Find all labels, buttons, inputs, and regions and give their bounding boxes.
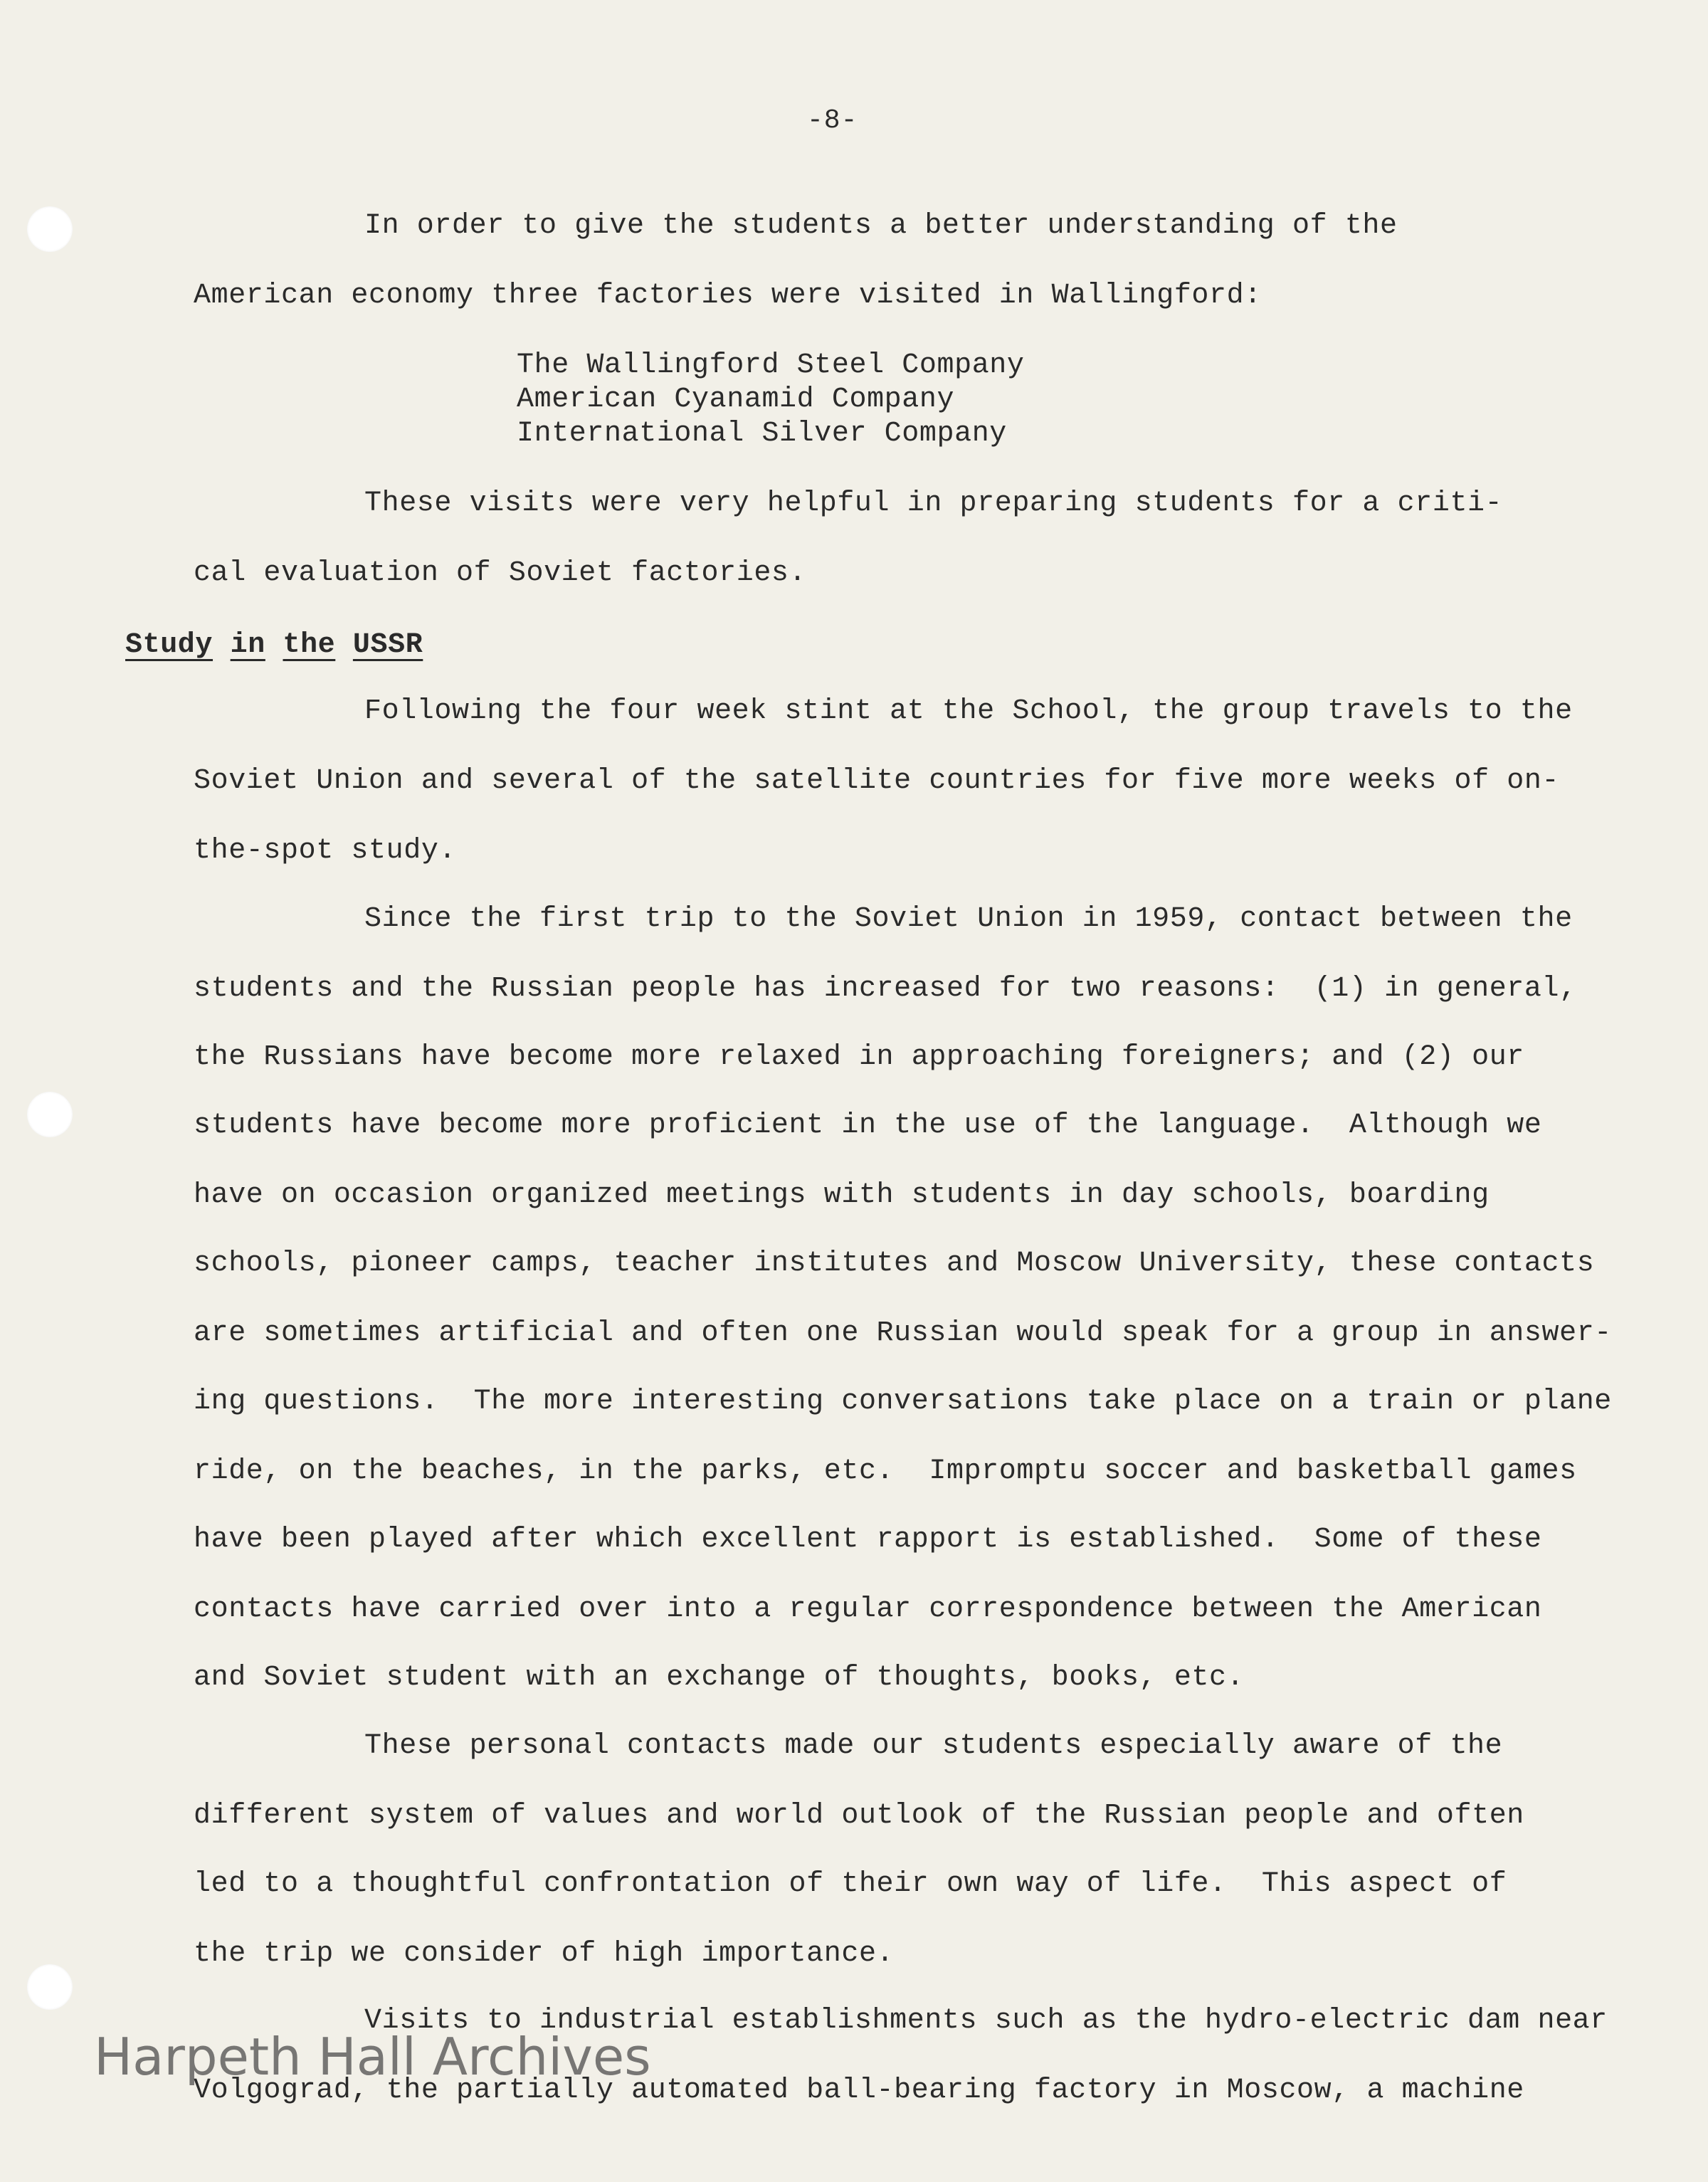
punch-hole — [27, 1964, 73, 2010]
paragraph-line: students have become more proficient in the use of the language. Although we — [194, 1110, 1542, 1142]
paragraph-line: These personal contacts made our students especially aware of the — [364, 1730, 1503, 1762]
paragraph-line: students and the Russian people has increased for two reasons: (1) in general, — [194, 973, 1577, 1005]
paragraph-line: have been played after which excellent rapport is established. Some of these — [194, 1524, 1542, 1556]
paragraph-line: cal evaluation of Soviet factories. — [194, 557, 807, 589]
paragraph-line: the trip we consider of high importance. — [194, 1938, 895, 1970]
archive-watermark: Harpeth Hall Archives — [94, 2027, 651, 2087]
paragraph-line: are sometimes artificial and often one Russian would speak for a group in answer- — [194, 1317, 1612, 1349]
heading-word: Study — [125, 629, 214, 661]
paragraph-line: These visits were very helpful in preparing students for a criti- — [364, 487, 1503, 520]
paragraph-line: In order to give the students a better understanding of the — [364, 210, 1398, 242]
heading-word: the — [283, 629, 336, 661]
paragraph-line: have on occasion organized meetings with students in day schools, boarding — [194, 1179, 1490, 1211]
company-list-item: American Cyanamid Company — [517, 384, 955, 416]
paragraph-line: the-spot study. — [194, 835, 457, 867]
company-list-item: The Wallingford Steel Company — [517, 349, 1025, 381]
paragraph-line: led to a thoughtful confrontation of their own way of life. This aspect of — [194, 1868, 1507, 1900]
company-list-item: International Silver Company — [517, 418, 1007, 450]
punch-hole — [27, 206, 73, 252]
paragraph-line: Soviet Union and several of the satellite countries for five more weeks of on- — [194, 765, 1560, 797]
paragraph-line: Visits to industrial establishments such as the hydro-electric dam near — [364, 2005, 1608, 2037]
page-number: -8- — [807, 105, 858, 136]
paragraph-line: contacts have carried over into a regular correspondence between the American — [194, 1593, 1542, 1625]
paragraph-line: ride, on the beaches, in the parks, etc. Impromptu soccer and basketball games — [194, 1455, 1577, 1487]
paragraph-line: ing questions. The more interesting conversations take place on a train or plane — [194, 1386, 1612, 1418]
paragraph-line: different system of values and world outlook of the Russian people and often — [194, 1800, 1524, 1832]
paragraph-line: the Russians have become more relaxed in approaching foreigners; and (2) our — [194, 1041, 1524, 1073]
punch-hole — [27, 1092, 73, 1137]
paragraph-line: Volgograd, the partially automated ball-bearing factory in Moscow, a machine — [194, 2075, 1524, 2107]
section-heading — [125, 629, 423, 661]
paragraph-line: Following the four week stint at the School, the group travels to the — [364, 695, 1573, 727]
paragraph-line: American economy three factories were visited in Wallingford: — [194, 280, 1262, 312]
heading-word: USSR — [352, 629, 423, 661]
paragraph-line: and Soviet student with an exchange of thoughts, books, etc. — [194, 1662, 1245, 1694]
heading-word: in — [230, 629, 265, 661]
paragraph-line: Since the first trip to the Soviet Union in 1959, contact between the — [364, 903, 1573, 935]
paragraph-line: schools, pioneer camps, teacher institutes and Moscow University, these contacts — [194, 1248, 1595, 1280]
